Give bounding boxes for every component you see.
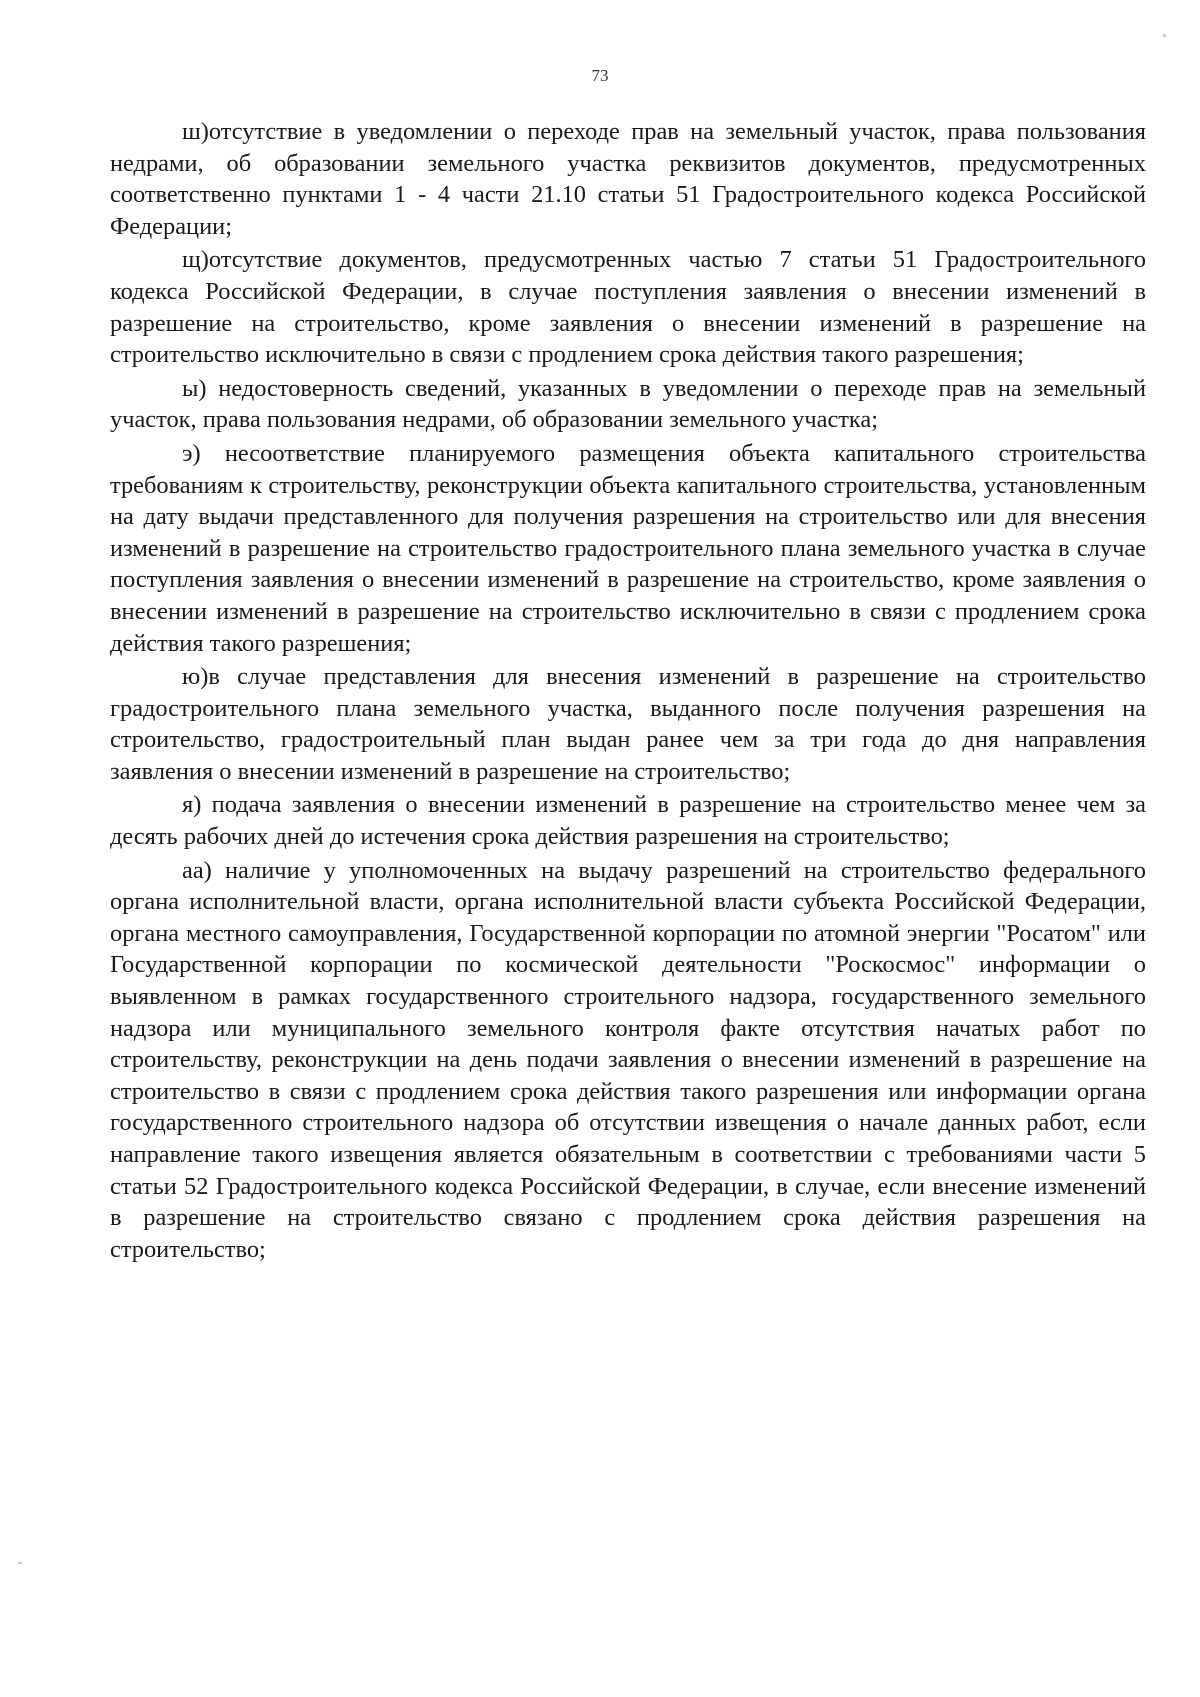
scan-speck — [1163, 34, 1166, 37]
paragraph-aa: аа) наличие у уполномоченных на выдачу разрешений на строительство федерального органа исполнительной власти, органа исполнительной власти субъекта Российской Федерации, органа местного самоуправления, Государственной корпорации по атомной энергии "Росатом" или Государственной корпорации по космической деятельности "Роскосмос" информации о выявленном в рамках государственного строительного надзора, государственного земельного надзора или муниципального земельного контроля факте отсутствия начатых работ по строительству, реконструкции на день подачи заявления о внесении изменений в разрешение на строительство в связи с продлением срока действия такого разрешения или информации органа государственного строительного надзора об отсутствии извещения о начале данных работ, если направление такого извещения является обязательным в соответствии с требованиями части 5 статьи 52 Градостроительного кодекса Российской Федерации, в случае, если внесение изменений в разрешение на строительство связано с продлением срока действия разрешения на строительство; — [110, 856, 1146, 1263]
paragraph-e: э) несоответствие планируемого размещения объекта капитального строительства требованиям к строительству, реконструкции объекта капитального строительства, установленным на дату выдачи представленного для получения разрешения на строительство или для внесения изменений в разрешение на строительство градостроительного плана земельного участка в случае поступления заявления о внесении изменений в разрешение на строительство, кроме заявления о внесении изменений в разрешение на строительство исключительно в связи с продлением срока действия такого разрешения; — [110, 439, 1146, 657]
document-body — [110, 116, 1146, 1267]
paragraph-y: ы) недостоверность сведений, указанных в уведомлении о переходе прав на земельный участок, права пользования недрами, об образовании земельного участка; — [110, 374, 1146, 434]
paragraph-ya: я) подача заявления о внесении изменений в разрешение на строительство менее чем за десять рабочих дней до истечения срока действия разрешения на строительство; — [110, 791, 1146, 851]
scan-speck — [18, 1562, 22, 1564]
paragraph-yu: ю)в случае представления для внесения изменений в разрешение на строительство градостроительного плана земельного участка, выданного после получения разрешения на строительство, градостроительный план выдан ранее чем за три года до дня направления заявления о внесении изменений в разрешение на строительство; — [110, 663, 1146, 785]
paragraph-shch: щ)отсутствие документов, предусмотренных частью 7 статьи 51 Градостроительного кодекса Российской Федерации, в случае поступления заявления о внесении изменений в разрешение на строительство, кроме заявления о внесении изменений в разрешение на строительство исключительно в связи с продлением срока действия такого разрешения; — [110, 246, 1146, 369]
paragraph-sh: ш)отсутствие в уведомлении о переходе прав на земельный участок, права пользования недрами, об образовании земельного участка реквизитов документов, предусмотренных соответственно пунктами 1 - 4 части 21.10 статьи 51 Градостроительного кодекса Российской Федерации; — [110, 118, 1146, 240]
page-number: 73 — [591, 66, 609, 85]
